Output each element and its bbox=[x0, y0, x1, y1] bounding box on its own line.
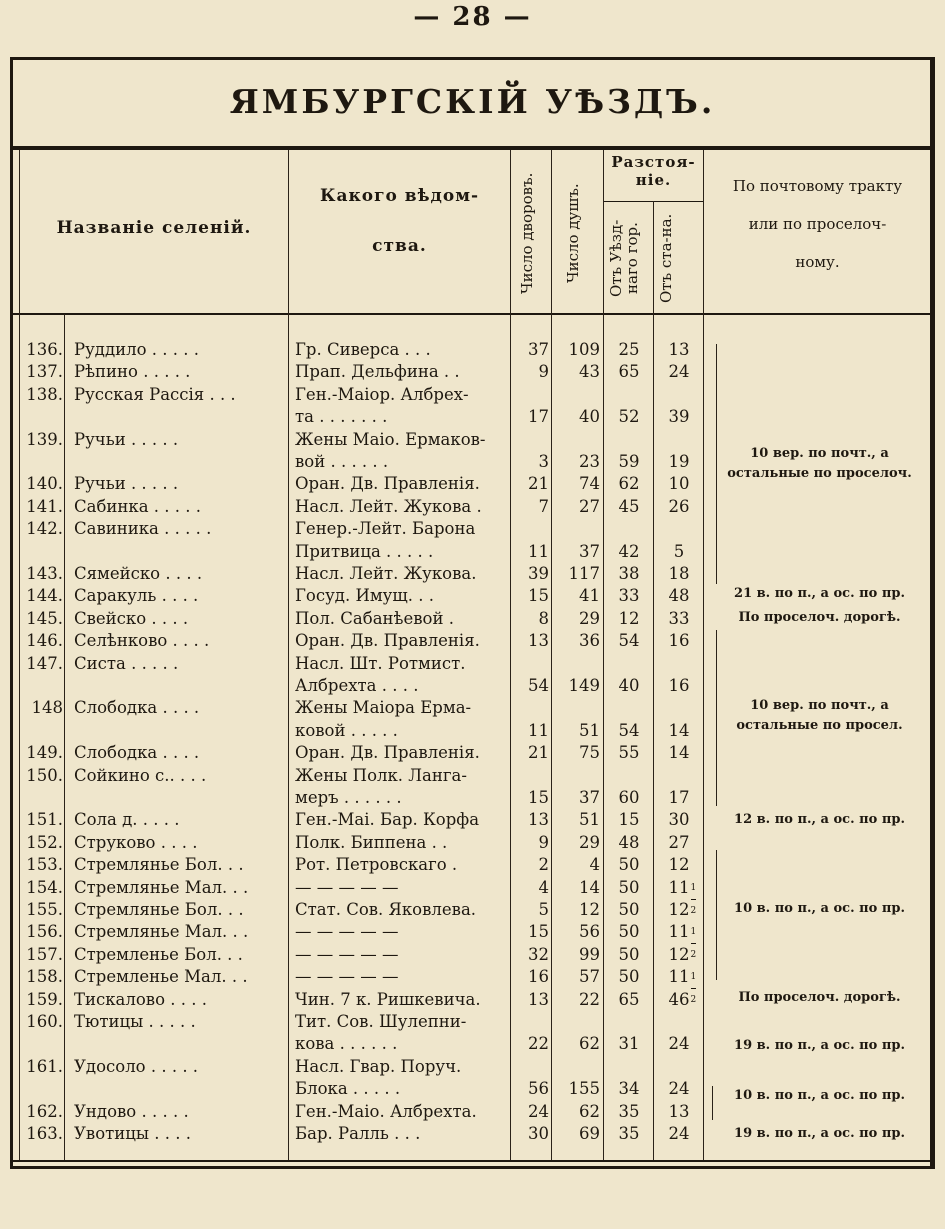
village-name: Слободка . . . . bbox=[74, 743, 200, 763]
department: Полк. Биппена . . bbox=[295, 832, 448, 852]
village-name: Савиника . . . . . bbox=[74, 519, 212, 539]
route-note: 10 в. по п., а ос. по пр. bbox=[734, 901, 905, 916]
distance-station: 12 bbox=[668, 900, 690, 919]
table-row bbox=[0, 361, 945, 383]
distance-town: 55 bbox=[618, 743, 640, 763]
yards-count: 11 bbox=[528, 720, 549, 740]
yards-count: 17 bbox=[528, 407, 549, 427]
distance-station: 11 $\frac{1}{2}$ bbox=[656, 877, 702, 899]
village-name: Стремленье Бол. . . bbox=[74, 944, 243, 964]
souls-count: 23 bbox=[579, 451, 600, 471]
souls-count: 37 bbox=[579, 787, 600, 807]
distance-station: 13 bbox=[668, 340, 690, 359]
souls-count: 56 bbox=[579, 922, 600, 942]
distance-town: 59 bbox=[618, 451, 640, 471]
souls-count: 155 bbox=[568, 1079, 600, 1099]
row-number: 156. bbox=[26, 922, 63, 942]
table-row bbox=[0, 496, 945, 518]
yards-count: 24 bbox=[528, 1101, 549, 1121]
distance-station: 33 bbox=[668, 608, 690, 628]
distance-town: 50 bbox=[618, 967, 640, 987]
header-route-line3: ному. bbox=[795, 253, 840, 271]
title-rule bbox=[13, 146, 931, 150]
table-row bbox=[0, 339, 945, 361]
yards-count: 13 bbox=[528, 631, 549, 651]
souls-count: 149 bbox=[568, 675, 600, 695]
distance-station: 16 bbox=[668, 631, 690, 651]
village-name: Ундово . . . . . bbox=[74, 1101, 189, 1121]
village-name: Русская Рассія . . . bbox=[74, 384, 236, 404]
table-row bbox=[0, 563, 945, 585]
distance-station: 24 bbox=[668, 1124, 690, 1143]
yards-count: 56 bbox=[528, 1079, 549, 1099]
route-note: 21 в. по п., а ос. по пр. bbox=[734, 586, 905, 601]
village-name: Рѣпино . . . . . bbox=[74, 362, 191, 382]
header-rule bbox=[13, 313, 931, 315]
route-note-line: 10 вер. по почт., а bbox=[750, 698, 889, 713]
distance-town: 40 bbox=[618, 675, 640, 695]
row-number: 143. bbox=[26, 564, 63, 583]
village-name: Сола д. . . . . bbox=[74, 810, 180, 830]
village-name: Селѣнково . . . . bbox=[74, 631, 210, 651]
souls-count: 117 bbox=[568, 564, 600, 583]
yards-count: 21 bbox=[528, 743, 549, 763]
village-name: Стремлянье Бол. . . bbox=[74, 900, 244, 919]
route-note-line: остальные по проселоч. bbox=[727, 466, 912, 481]
yards-count: 7 bbox=[538, 496, 549, 516]
souls-count: 14 bbox=[579, 877, 600, 897]
route-note: 10 в. по п., а ос. по пр. bbox=[734, 1088, 905, 1103]
half-fraction: $\frac{1}{2}$ bbox=[691, 921, 697, 966]
yards-count: 15 bbox=[528, 787, 549, 807]
department: Ген.-Маі. Бар. Корфа bbox=[295, 810, 480, 830]
souls-count: 29 bbox=[579, 608, 600, 628]
route-note: 19 в. по п., а ос. по пр. bbox=[734, 1038, 905, 1053]
header-route bbox=[704, 174, 931, 274]
route-note bbox=[712, 696, 927, 736]
village-name: Удосоло . . . . . bbox=[74, 1056, 199, 1076]
department-continued: ковой . . . . . bbox=[295, 720, 398, 740]
village-name: Руддило . . . . . bbox=[74, 340, 199, 359]
department: Гр. Сиверса . . . bbox=[295, 340, 431, 359]
row-number: 147. bbox=[26, 653, 63, 673]
row-number: 136. bbox=[26, 340, 63, 359]
department: Оран. Дв. Правленія. bbox=[295, 474, 480, 494]
distance-town: 65 bbox=[618, 989, 640, 1009]
table-row bbox=[0, 944, 945, 966]
row-number: 145. bbox=[26, 608, 63, 628]
distance-station: 39 bbox=[668, 407, 690, 427]
yards-count: 16 bbox=[528, 967, 549, 987]
distance-station: 11 $\frac{1}{2}$ bbox=[656, 966, 702, 988]
distance-town: 50 bbox=[618, 855, 640, 875]
table-row bbox=[0, 384, 945, 429]
village-name: Сабинка . . . . . bbox=[74, 496, 201, 516]
route-note-line: 10 вер. по почт., а bbox=[750, 446, 889, 461]
half-fraction: $\frac{1}{2}$ bbox=[691, 877, 697, 922]
souls-count: 4 bbox=[589, 855, 600, 875]
row-number: 159. bbox=[26, 989, 63, 1009]
department: Ген.-Маіор. Албрех- bbox=[295, 384, 469, 404]
distance-station: 16 bbox=[668, 675, 690, 695]
village-name: Стремлянье Бол. . . bbox=[74, 855, 244, 875]
yards-count: 54 bbox=[528, 675, 549, 695]
distance-town: 38 bbox=[618, 564, 640, 583]
village-name: Слободка . . . . bbox=[74, 698, 200, 718]
department: Бар. Ралль . . . bbox=[295, 1124, 421, 1143]
header-distance-line1: Разстоя- bbox=[611, 153, 696, 171]
distance-town: 33 bbox=[618, 586, 640, 606]
row-number: 148 bbox=[31, 698, 63, 718]
yards-count: 9 bbox=[538, 832, 549, 852]
row-number: 153. bbox=[26, 855, 63, 875]
distance-town: 62 bbox=[618, 474, 640, 494]
department: Жены Маіо. Ермаков- bbox=[295, 429, 486, 449]
department: Пол. Сабанѣевой . bbox=[295, 608, 454, 628]
souls-count: 57 bbox=[579, 967, 600, 987]
table-row bbox=[0, 630, 945, 652]
village-name: Сойкино с.. . . . bbox=[74, 765, 207, 785]
department: — — — — — bbox=[295, 967, 399, 987]
table-row bbox=[0, 653, 945, 698]
row-number: 163. bbox=[26, 1124, 63, 1143]
distance-town: 48 bbox=[618, 832, 640, 852]
souls-count: 41 bbox=[579, 586, 600, 606]
distance-town: 31 bbox=[618, 1034, 640, 1054]
souls-count: 29 bbox=[579, 832, 600, 852]
distance-station: 48 bbox=[668, 586, 690, 606]
route-note-line: остальные по просел. bbox=[736, 718, 903, 733]
village-name: Тютицы . . . . . bbox=[74, 1012, 196, 1031]
yards-count: 15 bbox=[528, 586, 549, 606]
department-continued: вой . . . . . . bbox=[295, 451, 389, 471]
header-distance-line2: ніе. bbox=[635, 171, 672, 189]
department: Жены Маіора Ерма- bbox=[295, 698, 472, 718]
header-dept-line1: Какого вѣдом- bbox=[319, 186, 480, 206]
row-number: 150. bbox=[26, 765, 63, 785]
route-note bbox=[712, 444, 927, 484]
header-yards: Число дворовъ. bbox=[518, 172, 536, 294]
route-note: 12 в. по п., а ос. по пр. bbox=[734, 812, 905, 827]
department: — — — — — bbox=[295, 944, 399, 964]
distance-station: 14 bbox=[668, 720, 690, 740]
distance-station: 30 bbox=[668, 810, 690, 830]
souls-count: 62 bbox=[579, 1101, 600, 1121]
header-route-line1: По почтовому тракту bbox=[732, 177, 903, 195]
distance-town: 60 bbox=[618, 787, 640, 807]
yards-count: 22 bbox=[528, 1034, 549, 1054]
souls-count: 37 bbox=[579, 541, 600, 561]
village-name: Сямейско . . . . bbox=[74, 564, 203, 583]
table-row bbox=[0, 742, 945, 764]
half-fraction: $\frac{1}{2}$ bbox=[691, 966, 697, 1011]
village-name: Стремленье Мал. . . bbox=[74, 967, 248, 987]
souls-count: 74 bbox=[579, 474, 600, 494]
route-note: По проселоч. дорогѣ. bbox=[738, 610, 901, 625]
row-number: 157. bbox=[26, 944, 63, 964]
distance-town: 50 bbox=[618, 922, 640, 942]
yards-count: 2 bbox=[538, 855, 549, 875]
souls-count: 40 bbox=[579, 407, 600, 427]
village-name: Ручьи . . . . . bbox=[74, 429, 179, 449]
department-continued: меръ . . . . . . bbox=[295, 787, 402, 807]
distance-town: 45 bbox=[618, 496, 640, 516]
distance-town: 34 bbox=[618, 1079, 640, 1099]
header-dept bbox=[289, 186, 510, 257]
souls-count: 27 bbox=[579, 496, 600, 516]
distance-town: 42 bbox=[618, 541, 640, 561]
department: Насл. Лейт. Жукова . bbox=[295, 496, 482, 516]
page-title: ЯМБУРГСКІЙ УѢЗДЪ. bbox=[229, 82, 716, 121]
distance-station: 46 bbox=[668, 989, 690, 1009]
distance-town: 52 bbox=[618, 407, 640, 427]
yards-count: 9 bbox=[538, 362, 549, 382]
distance-town: 54 bbox=[618, 631, 640, 651]
bottom-rule bbox=[13, 1160, 931, 1162]
header-name: Названіе селеній. bbox=[56, 218, 252, 238]
header-souls: Число душъ. bbox=[564, 183, 582, 283]
yards-count: 11 bbox=[528, 541, 549, 561]
yards-count: 8 bbox=[538, 608, 549, 628]
souls-count: 75 bbox=[579, 743, 600, 763]
table-row bbox=[0, 518, 945, 563]
souls-count: 36 bbox=[579, 631, 600, 651]
row-number: 151. bbox=[26, 810, 63, 830]
department-continued: Притвица . . . . . bbox=[295, 541, 434, 561]
row-number: 160. bbox=[26, 1012, 63, 1031]
distance-station: 14 bbox=[668, 743, 690, 763]
yards-count: 5 bbox=[538, 900, 549, 919]
department: Генер.-Лейт. Барона bbox=[295, 519, 476, 539]
village-name: Струково . . . . bbox=[74, 832, 198, 852]
distance-station: 24 bbox=[668, 1079, 690, 1099]
page-number: — 28 — bbox=[413, 2, 532, 32]
distance-town: 15 bbox=[618, 810, 640, 830]
department: Насл. Шт. Ротмист. bbox=[295, 653, 466, 673]
department: Тит. Сов. Шулепни- bbox=[295, 1012, 467, 1031]
village-name: Стремлянье Мал. . . bbox=[74, 877, 249, 897]
distance-town: 65 bbox=[618, 362, 640, 382]
header-from-station: Отъ ста-на. bbox=[657, 213, 675, 303]
distance-station: 12 bbox=[668, 944, 690, 964]
department: Стат. Сов. Яковлева. bbox=[295, 900, 477, 919]
souls-count: 62 bbox=[579, 1034, 600, 1054]
row-number: 138. bbox=[26, 384, 63, 404]
yards-count: 32 bbox=[528, 944, 549, 964]
souls-count: 109 bbox=[568, 340, 600, 359]
table-row bbox=[0, 854, 945, 876]
department: Жены Полк. Лангa- bbox=[295, 765, 467, 785]
table-row bbox=[0, 832, 945, 854]
distance-station: 10 bbox=[668, 474, 690, 494]
header-from-town: Отъ Уѣзд-наго гор. bbox=[607, 219, 641, 297]
distance-station: 12 bbox=[668, 855, 690, 875]
distance-town: 50 bbox=[618, 877, 640, 897]
distance-station: 11 $\frac{1}{2}$ bbox=[656, 921, 702, 943]
header-dept-line2: ства. bbox=[372, 236, 427, 257]
header-distance bbox=[604, 153, 703, 189]
department: Чин. 7 к. Ришкевича. bbox=[295, 989, 481, 1009]
row-number: 154. bbox=[26, 877, 63, 897]
row-number: 152. bbox=[26, 832, 63, 852]
department: Госуд. Имущ. . . bbox=[295, 586, 434, 606]
table-row bbox=[0, 765, 945, 810]
header-route-line2: или по проселоч- bbox=[748, 215, 887, 233]
department-continued: та . . . . . . . bbox=[295, 407, 388, 427]
route-note: 19 в. по п., а ос. по пр. bbox=[734, 1126, 905, 1141]
village-name: Увотицы . . . . bbox=[74, 1124, 191, 1143]
row-number: 137. bbox=[26, 362, 63, 382]
village-name: Ручьи . . . . . bbox=[74, 474, 179, 494]
yards-count: 21 bbox=[528, 474, 549, 494]
distance-station: 27 bbox=[668, 832, 690, 852]
souls-count: 51 bbox=[579, 720, 600, 740]
yards-count: 4 bbox=[538, 877, 549, 897]
department: Насл. Гвар. Поруч. bbox=[295, 1056, 462, 1076]
department: Оран. Дв. Правленія. bbox=[295, 743, 480, 763]
row-number: 142. bbox=[26, 519, 63, 539]
distance-station: 5 bbox=[673, 541, 685, 561]
distance-station: 18 bbox=[668, 564, 690, 583]
distance-station: 13 bbox=[668, 1101, 690, 1121]
department-continued: кова . . . . . . bbox=[295, 1034, 398, 1054]
village-name: Систа . . . . . bbox=[74, 653, 179, 673]
souls-count: 12 bbox=[579, 900, 600, 919]
yards-count: 13 bbox=[528, 810, 549, 830]
route-note: По проселоч. дорогѣ. bbox=[738, 990, 901, 1005]
yards-count: 3 bbox=[538, 451, 549, 471]
row-number: 155. bbox=[26, 900, 63, 919]
row-number: 140. bbox=[26, 474, 63, 494]
distance-station: 17 bbox=[668, 787, 690, 807]
souls-count: 22 bbox=[579, 989, 600, 1009]
row-number: 158. bbox=[26, 967, 63, 987]
distance-station: 24 bbox=[668, 362, 690, 382]
distance-station: 19 bbox=[668, 451, 690, 471]
distance-town: 35 bbox=[618, 1124, 640, 1143]
distance-town: 25 bbox=[618, 340, 640, 359]
distance-town: 35 bbox=[618, 1101, 640, 1121]
department: Оран. Дв. Правленія. bbox=[295, 631, 480, 651]
souls-count: 69 bbox=[579, 1124, 600, 1143]
row-number: 139. bbox=[26, 429, 63, 449]
department-continued: Албрехта . . . . bbox=[295, 675, 419, 695]
department: — — — — — bbox=[295, 877, 399, 897]
row-number: 141. bbox=[26, 496, 63, 516]
row-number: 149. bbox=[26, 743, 63, 763]
distance-station: 26 bbox=[668, 496, 690, 516]
department: Прап. Дельфина . . bbox=[295, 362, 460, 382]
distance-town: 12 bbox=[618, 608, 640, 628]
yards-count: 39 bbox=[528, 564, 549, 583]
souls-count: 99 bbox=[579, 944, 600, 964]
yards-count: 37 bbox=[528, 340, 549, 359]
distance-station: 24 bbox=[668, 1034, 690, 1054]
yards-count: 15 bbox=[528, 922, 549, 942]
village-name: Тискалово . . . . bbox=[74, 989, 207, 1009]
distance-town: 50 bbox=[618, 900, 640, 919]
department: Насл. Лейт. Жукова. bbox=[295, 564, 477, 583]
distance-town: 50 bbox=[618, 944, 640, 964]
row-number: 146. bbox=[26, 631, 63, 651]
department: Рот. Петровскаго . bbox=[295, 855, 458, 875]
department-continued: Блока . . . . . bbox=[295, 1079, 401, 1099]
yards-count: 13 bbox=[528, 989, 549, 1009]
village-name: Стремлянье Мал. . . bbox=[74, 922, 249, 942]
village-name: Саракуль . . . . bbox=[74, 586, 199, 606]
row-number: 162. bbox=[26, 1101, 63, 1121]
village-name: Свейско . . . . bbox=[74, 608, 189, 628]
yards-count: 30 bbox=[528, 1124, 549, 1143]
department: Ген.-Маіо. Албрехта. bbox=[295, 1101, 477, 1121]
department: — — — — — bbox=[295, 922, 399, 942]
souls-count: 51 bbox=[579, 810, 600, 830]
row-number: 161. bbox=[26, 1056, 63, 1076]
souls-count: 43 bbox=[579, 362, 600, 382]
row-number: 144. bbox=[26, 586, 63, 606]
distance-town: 54 bbox=[618, 720, 640, 740]
